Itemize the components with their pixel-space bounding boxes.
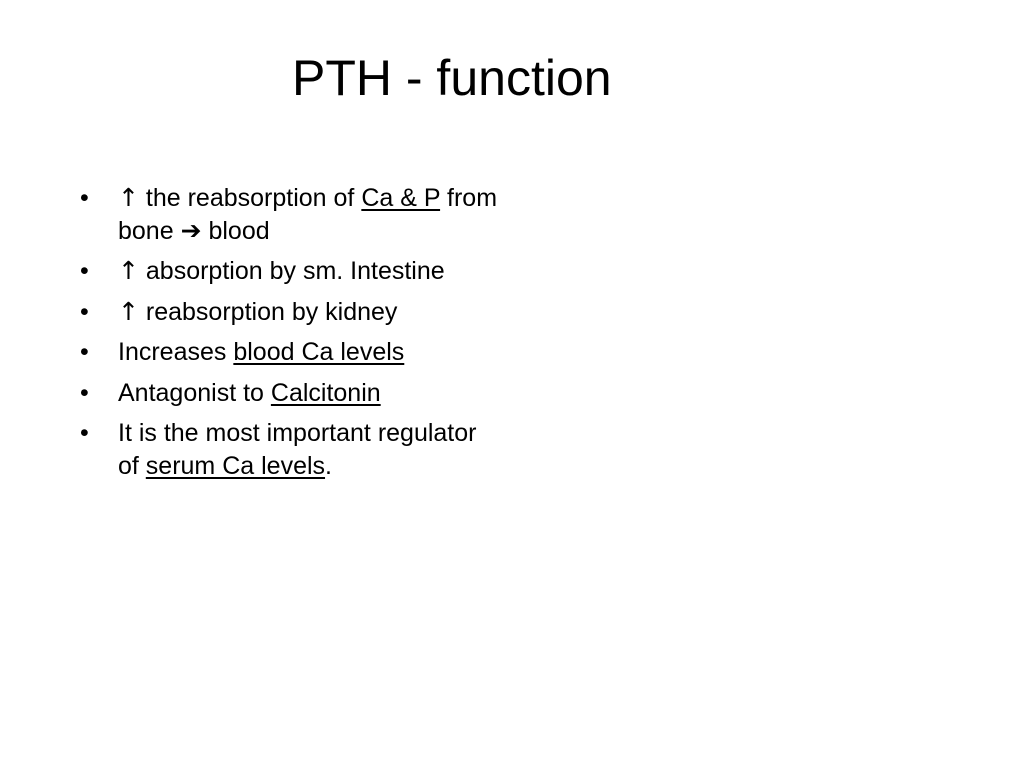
bullet-icon: • bbox=[80, 378, 89, 407]
right-arrow-icon: ➔ bbox=[180, 215, 202, 245]
underlined-term: Calcitonin bbox=[270, 378, 381, 407]
up-arrow-icon: ↑ bbox=[118, 256, 139, 285]
bullet-text: Increases bbox=[118, 338, 234, 366]
bullet-text: It is the most important regulator of bbox=[118, 419, 477, 480]
bullet-icon: • bbox=[80, 338, 89, 366]
bullet-icon: • bbox=[80, 419, 89, 447]
bullet-text: reabsorption by kidney bbox=[138, 297, 398, 326]
bullet-text: blood bbox=[201, 216, 270, 245]
bullet-text: the reabsorption of bbox=[138, 184, 362, 212]
up-arrow-icon: ↑ bbox=[118, 296, 139, 326]
bullet-item-regulator bbox=[80, 417, 500, 482]
up-arrow-icon: ↑ bbox=[118, 183, 139, 212]
bullet-icon: • bbox=[80, 184, 89, 212]
underlined-term: Ca & P bbox=[361, 184, 441, 212]
underlined-term: blood Ca levels bbox=[233, 338, 405, 366]
underlined-term: serum Ca levels bbox=[145, 451, 326, 480]
bullet-icon: • bbox=[80, 257, 89, 285]
bullet-text: from bone bbox=[118, 184, 498, 245]
slide-title: PTH - function bbox=[292, 50, 612, 106]
bullet-text: . bbox=[325, 451, 332, 480]
bullet-item-kidney-reabsorption bbox=[80, 296, 500, 329]
bullet-item-antagonist bbox=[80, 377, 500, 410]
bullet-icon: • bbox=[80, 297, 89, 326]
bullet-text: absorption by sm. Intestine bbox=[138, 257, 445, 285]
bullet-text: Antagonist to bbox=[118, 378, 271, 407]
bullet-list bbox=[80, 182, 500, 490]
bullet-item-increases-blood-ca bbox=[80, 336, 500, 369]
bullet-item-bone-reabsorption bbox=[80, 182, 500, 247]
bullet-item-intestine-absorption bbox=[80, 255, 500, 288]
